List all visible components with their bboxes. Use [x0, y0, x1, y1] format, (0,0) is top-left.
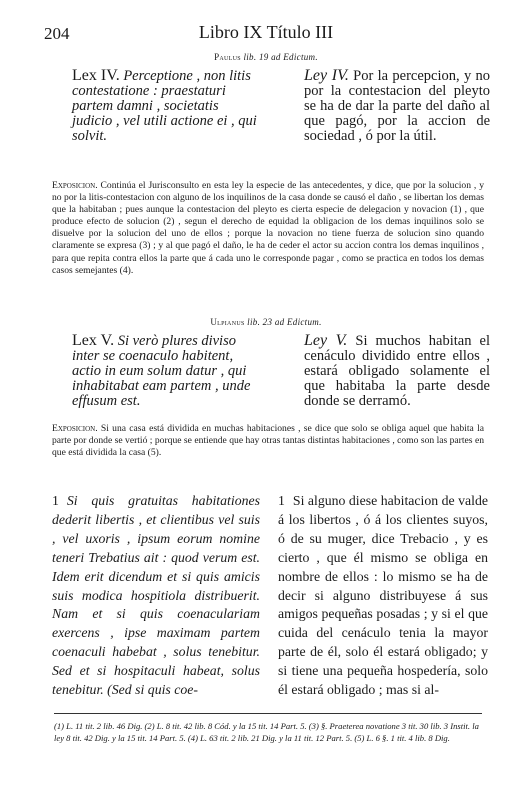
page-number: 204: [44, 24, 70, 43]
spanish-paragraph: [278, 492, 488, 700]
paragraph-number: 1: [278, 493, 285, 508]
law-number-spanish: Ley V.: [304, 332, 348, 349]
latin-paragraph: [52, 492, 260, 700]
law-number-latin: Lex V.: [72, 332, 115, 349]
jurist-name: Paulus: [214, 52, 241, 62]
spanish-law-text: [282, 333, 490, 409]
paragraph-number: 1: [52, 493, 59, 508]
footnote-rule: [54, 713, 482, 714]
latin-law-text: [50, 333, 262, 409]
book-title: Libro IX Título III: [198, 22, 334, 42]
exposition: [52, 423, 484, 459]
spanish-text: Por la percepcion, y no por la contestacion del pleyto se ha de dar la parte del daño al que pagó, por la accion de sociedad , ó por la útil.: [304, 68, 491, 144]
latin-text: Si verò plures diviso inter se coenaculo habitent, actio in eum solum datur , qui inhabitabat eam partem , unde effusum est.: [72, 333, 251, 409]
spanish-paragraph-text: Si alguno diese habitacion de valde á los libertos , ó á los clientes suyos, ó de su muger, dice Trebacio , y es cierto , que él mismo se obliga en nombre de ellos : lo mismo se ha de decir si alguno distribuyese á sus amigos pequeñas posadas ; y si el que cuida del cenáculo tenia la mayor parte de él, solo él estará obligado; y si tiene una pequeña hospedería, solo él estará obligado ; mas si al-: [278, 493, 488, 698]
latin-text: Perceptione , non litis contestatione : praestaturi partem damni , societatis judicio , vel utili actione ei , qui solvit.: [72, 68, 257, 144]
source-citation: [0, 52, 532, 62]
running-head: [44, 22, 488, 44]
exposition-text: Continúa el Jurisconsulto en esta ley la especie de las antecedentes, y dice, que por la solucion , y no por la litis-contestacion con alguno de los inquilinos de la casa donde se causó el daño , se libertan los demas que la habitaban ; pues aunque la contestacion del pleyto es cierta especie de delegacion y novacion (1) , que produce efecto de solucion (2) , segun el derecho de equidad la obligacion de los demas inquilinos solo se disuelve por la solucion del uno de ellos ; porque la novacion no tiene fuerza de solucion sino quando claramente se expresa (3) ; y al que pagó el daño, le ha de ceder el actor su accion contra los demas inquilinos , para que repita contra ellos la parte que á cada uno le corresponde pagar , como se practica en todos los demas casos semejantes (4).: [52, 180, 485, 276]
latin-paragraph-text: Si quis gratuitas habitationes dederit libertis , et clientibus vel suis , vel uxoris , ipsum eorum nomine teneri Trebatius ait : quod verum est. Idem erit dicendum et si quis amicis suis modica hospitiola distribuerit. Nam et si quis coenaculariam exercens , ipse maximam partem coenaculi habebat , solus tenebitur. Sed et si hospitaculi habeat, solus tenebitur. (Sed si quis coe-: [52, 493, 260, 698]
source-reference: lib. 19 ad Edictum.: [243, 52, 318, 62]
law-number-latin: Lex IV.: [72, 67, 120, 84]
exposition-label: Exposicion.: [52, 180, 98, 191]
exposition-text: Si una casa está dividida en muchas habitaciones , se dice que solo se obliga aquel que habita la parte por donde se vertió ; porque se entiende que hay otras tantas distintas habitaciones , como son las partes en que está dividida la casa (5).: [52, 423, 484, 459]
law-number-spanish: Ley IV.: [304, 67, 349, 84]
exposition-label: Exposicion.: [52, 423, 98, 434]
footnotes: (1) L. 11 tit. 2 lib. 46 Dig. (2) L. 8 tit. 42 lib. 8 Cód. y la 15 tit. 14 Part. 5. (3) §. Praeterea novatione 3 tit. 30 lib. 3 Instit. la ley 8 tit. 42 Dig. y la 15 tit. 14 Part. 5. (4) L. 63 tit. 2 lib. 21 Dig. y la 11 tit. 12 Part. 5. (5) L. 6 §. 1 tit. 4 lib. 8 Dig.: [54, 721, 479, 743]
spanish-text: Si muchos habitan el cenáculo dividido entre ellos , estará obligado solamente el que habitaba la parte desde donde se derramó.: [304, 333, 490, 409]
source-reference: lib. 23 ad Edictum.: [247, 317, 322, 327]
spanish-law-text: [282, 68, 490, 144]
exposition: [52, 180, 484, 277]
latin-law-text: [50, 68, 262, 144]
source-citation: [0, 317, 532, 327]
jurist-name: Ulpianus: [210, 317, 245, 327]
